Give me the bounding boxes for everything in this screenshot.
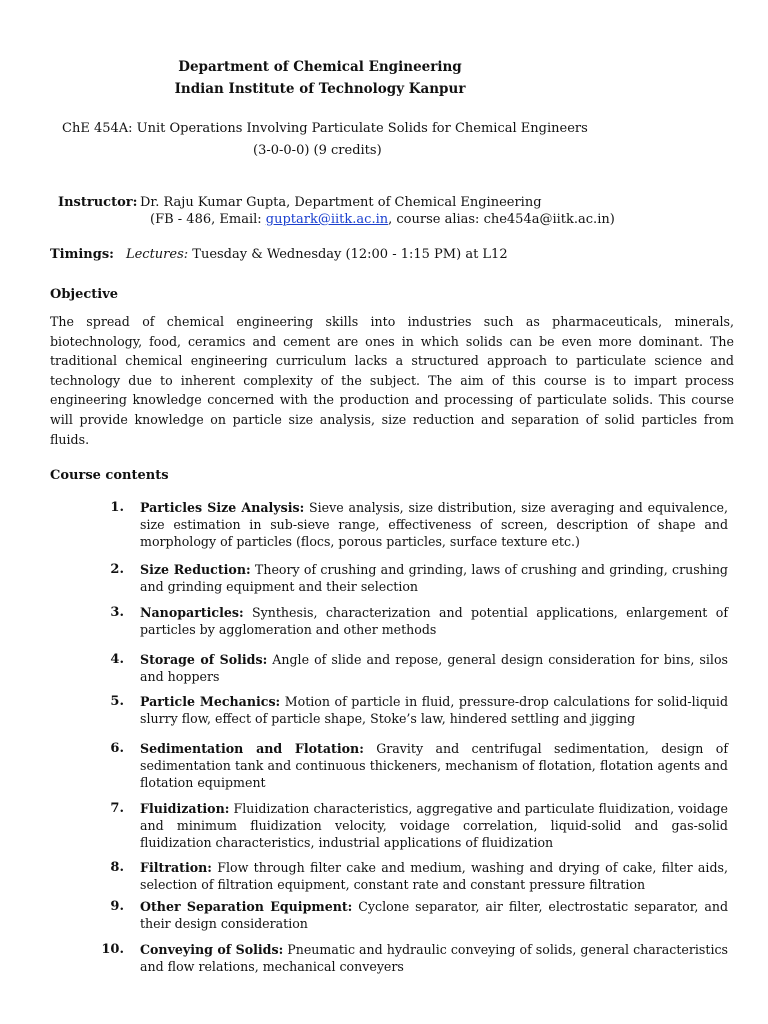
lectures-label: Lectures:	[125, 247, 189, 262]
institute-heading: Indian Institute of Technology Kanpur	[174, 81, 466, 97]
item-body	[140, 499, 728, 550]
item-title: Particle Mechanics:	[140, 694, 281, 709]
contents-heading: Course contents	[50, 468, 169, 483]
contact-suffix: , course alias: che454a@iitk.ac.in)	[388, 212, 615, 227]
item-body	[140, 859, 728, 893]
item-title: Other Separation Equipment:	[140, 899, 353, 914]
item-text: Fluidization characteristics, aggregative and particulate fluidization, voidage and minimum fluidization velocity, voidage correlation, liquid-solid and gas-solid fluidization characteristics, industrial applications of fluidization	[140, 801, 728, 850]
item-title: Nanoparticles:	[140, 605, 244, 620]
lectures-value: Tuesday & Wednesday (12:00 - 1:15 PM) at L12	[188, 247, 508, 262]
item-body	[140, 800, 728, 851]
item-number: 1.	[110, 500, 124, 515]
course-credits: (3-0-0-0) (9 credits)	[253, 143, 382, 158]
item-text: Flow through filter cake and medium, washing and drying of cake, filter aids, selection of filtration equipment, constant rate and constant pressure filtration	[140, 860, 728, 892]
item-title: Fluidization:	[140, 801, 230, 816]
instructor-contact	[150, 211, 615, 228]
item-number: 3.	[110, 605, 124, 620]
instructor-name: Dr. Raju Kumar Gupta, Department of Chemical Engineering	[140, 195, 542, 210]
item-title: Size Reduction:	[140, 562, 251, 577]
item-title: Conveying of Solids:	[140, 942, 284, 957]
item-body	[140, 693, 728, 727]
item-title: Sedimentation and Flotation:	[140, 741, 364, 756]
item-body	[140, 561, 728, 595]
department-heading: Department of Chemical Engineering	[178, 59, 462, 75]
item-number: 2.	[110, 562, 124, 577]
item-text: Synthesis, characterization and potential applications, enlargement of particles by agglomeration and other methods	[140, 605, 728, 637]
item-number: 10.	[101, 942, 124, 957]
item-body	[140, 651, 728, 685]
contact-prefix: (FB - 486, Email:	[150, 212, 266, 227]
item-number: 6.	[110, 741, 124, 756]
course-title: ChE 454A: Unit Operations Involving Particulate Solids for Chemical Engineers	[62, 121, 588, 136]
item-number: 8.	[110, 860, 124, 875]
item-number: 7.	[110, 801, 124, 816]
instructor-label: Instructor:	[58, 195, 138, 210]
item-number: 5.	[110, 694, 124, 709]
item-text: Angle of slide and repose, general design consideration for bins, silos and hoppers	[140, 652, 728, 684]
objective-paragraph: The spread of chemical engineering skills into industries such as pharmaceuticals, minerals, biotechnology, food, ceramics and cement are ones in which solids can be even more dominant. The traditional chemical engineering curriculum lacks a structured approach to particulate science and technology due to inherent complexity of the subject. The aim of this course is to impart process engineering knowledge concerned with the production and processing of particulate solids. This course will provide knowledge on particle size analysis, size reduction and separation of solid particles from fluids.	[50, 314, 734, 447]
item-text: Pneumatic and hydraulic conveying of solids, general characteristics and flow relations, mechanical conveyers	[140, 942, 728, 974]
item-body	[140, 898, 728, 932]
item-text: Gravity and centrifugal sedimentation, design of sedimentation tank and continuous thickeners, mechanism of flotation, flotation agents and flotation equipment	[140, 741, 728, 790]
item-title: Filtration:	[140, 860, 212, 875]
item-text: Cyclone separator, air filter, electrostatic separator, and their design consideration	[140, 899, 729, 931]
timings-label: Timings:	[50, 247, 114, 262]
objective-heading: Objective	[50, 287, 119, 302]
item-body	[140, 740, 728, 791]
item-text: Theory of crushing and grinding, laws of crushing and grinding, crushing and grinding equipment and their selection	[140, 562, 728, 594]
item-body	[140, 604, 728, 638]
item-title: Storage of Solids:	[140, 652, 268, 667]
item-number: 9.	[110, 899, 124, 914]
item-number: 4.	[110, 652, 124, 667]
item-title: Particles Size Analysis:	[140, 500, 305, 515]
email-link[interactable]: guptark@iitk.ac.in	[265, 212, 389, 227]
item-text: Sieve analysis, size distribution, size averaging and equivalence, size estimation in sub-sieve range, effectiveness of screen, description of shape and morphology of particles (flocs, porous particles, surface texture etc.)	[140, 500, 728, 549]
item-text: Motion of particle in fluid, pressure-drop calculations for solid-liquid slurry flow, effect of particle shape, Stoke’s law, hindered settling and jigging	[140, 694, 729, 726]
item-body	[140, 941, 728, 975]
timings-line	[50, 246, 508, 263]
